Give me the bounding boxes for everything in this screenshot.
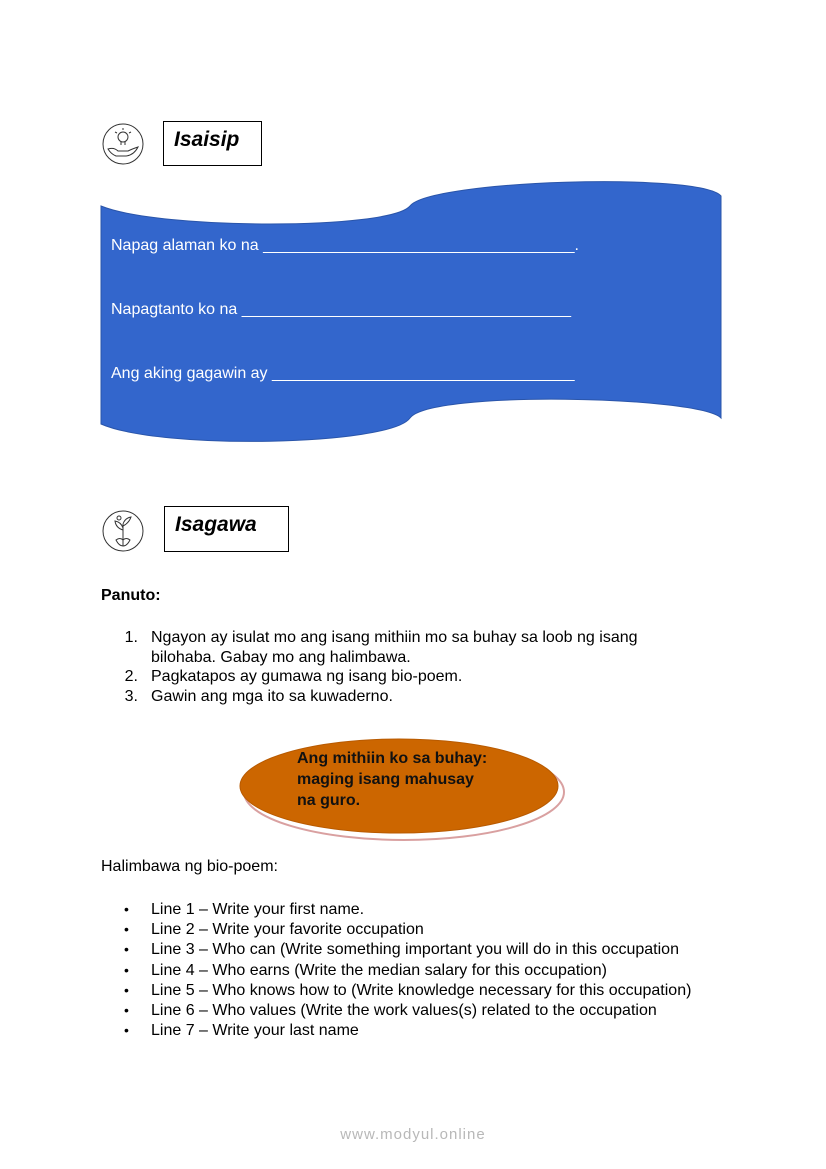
goal-ellipse-text <box>297 748 487 811</box>
goal-line: maging isang mahusay <box>297 771 474 788</box>
goal-line: Ang mithiin ko sa buhay: <box>297 750 488 767</box>
step-number: 1. <box>124 629 138 646</box>
list-item: Line 6 – Who values (Write the work values(s) related to the occupation <box>151 1002 657 1019</box>
panuto-steps <box>0 628 826 708</box>
list-item: Line 3 – Who can (Write something important you will do in this occupation <box>151 941 679 959</box>
list-item: Line 2 – Write your favorite occupation <box>151 921 424 939</box>
bio-poem-list <box>0 900 826 1040</box>
isaisip-line-1: Napag alaman ko na ___________________________________. <box>111 237 579 254</box>
isagawa-icon <box>102 510 144 557</box>
list-item: Line 7 – Write your last name <box>151 1022 359 1040</box>
step-text: Ngayon ay isulat mo ang isang mithiin mo sa buhay sa loob ng isang bilohaba. Gabay mo ang halimbawa. <box>151 629 638 666</box>
bullet-icon: • <box>124 901 129 917</box>
bullet-icon: • <box>124 1002 129 1018</box>
bullet-icon: • <box>124 941 129 958</box>
list-item: Line 1 – Write your first name. <box>151 901 365 918</box>
step-number: 2. <box>124 668 138 685</box>
plant-hand-icon <box>102 510 144 552</box>
list-item: Line 5 – Who knows how to (Write knowledge necessary for this occupation) <box>151 981 692 999</box>
isagawa-title: Isagawa <box>164 506 289 552</box>
isaisip-line-3: Ang aking gagawin ay __________________________________ <box>111 365 575 382</box>
isaisip-icon <box>102 123 144 170</box>
lightbulb-hand-icon <box>102 123 144 165</box>
list-item: Line 4 – Who earns (Write the median salary for this occupation) <box>151 961 607 979</box>
step-text: Pagkatapos ay gumawa ng isang bio-poem. <box>151 668 463 685</box>
step-text: Gawin ang mga ito sa kuwaderno. <box>151 687 393 705</box>
isaisip-title: Isaisip <box>163 121 262 166</box>
bullet-icon: • <box>124 1022 129 1039</box>
bullet-icon: • <box>124 921 129 938</box>
example-heading: Halimbawa ng bio-poem: <box>101 858 278 875</box>
watermark: www.modyul.online <box>340 1126 486 1143</box>
step-number: 3. <box>124 687 138 705</box>
panuto-heading: Panuto: <box>101 587 161 604</box>
bullet-icon: • <box>124 961 129 978</box>
bullet-icon: • <box>124 981 129 998</box>
goal-line: na guro. <box>297 792 361 809</box>
isaisip-line-2: Napagtanto ko na _____________________________________ <box>111 301 572 318</box>
